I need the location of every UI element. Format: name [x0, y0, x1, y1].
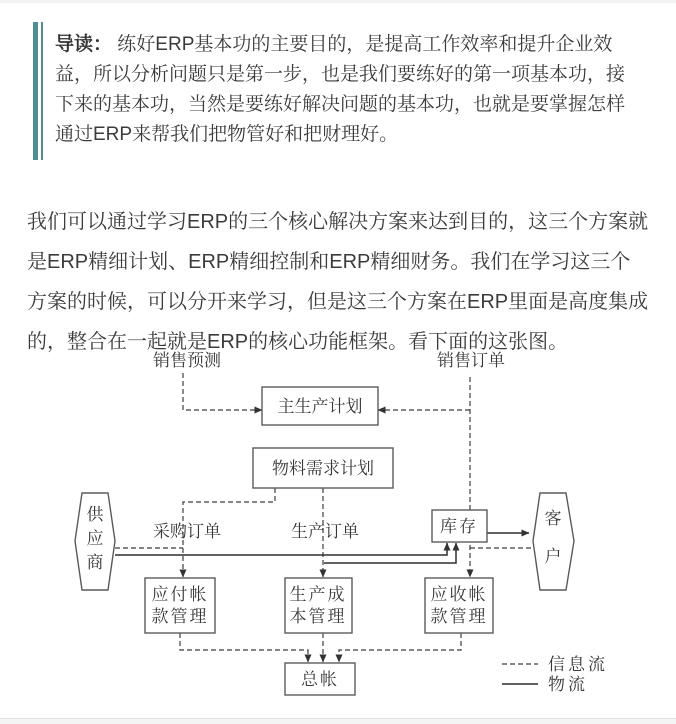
mrp-box-label: 物料需求计划 — [272, 459, 374, 478]
supplier-char-3: 商 — [86, 553, 104, 572]
sales-order-label: 销售订单 — [437, 351, 505, 370]
accounts-payable-label-line2: 款管理 — [151, 607, 209, 626]
supplier-char-2: 应 — [86, 529, 104, 548]
body-paragraph: 我们可以通过学习ERP的三个核心解决方案来达到目的，这三个方案就是ERP精细计划、ERP精细控制和ERP精细财务。我们在学习这三个方案的时候，可以分开来学习，但是这三个方案在ERP里面是高度集成的，整合在一起就是ERP的核心功能框架。看下面的这张图。 — [27, 211, 649, 353]
general-ledger-label: 总帐 — [301, 670, 339, 689]
solid-line-supplier-to-inventory — [115, 543, 447, 555]
production-cost-label-line1: 生产成 — [289, 585, 347, 604]
lead-label: 导读： — [55, 34, 113, 55]
dashed-line-sales-forecast-to-mps — [183, 373, 262, 410]
inventory-box-label: 库存 — [440, 517, 478, 536]
bottom-edge-strip — [0, 718, 676, 724]
accounts-payable-label-line1: 应付帐 — [151, 585, 209, 604]
accounts-receivable-label-line2: 款管理 — [430, 607, 488, 626]
mps-box-label: 主生产计划 — [277, 397, 363, 416]
lead-blockquote — [33, 22, 651, 160]
lead-blockquote-text — [41, 22, 651, 160]
top-edge-strip — [0, 0, 676, 3]
purchase-order-label: 采购订单 — [153, 522, 221, 541]
lead-text: 练好ERP基本功的主要目的，是提高工作效率和提升企业效益，所以分析问题只是第一步，也是我们要练好的第一项基本功，接下来的基本功，当然是要练好解决问题的基本功，也就是要掌握怎样通过ERP来帮我们把物管好和把财理好。 — [55, 34, 626, 145]
production-order-label: 生产订单 — [291, 522, 359, 541]
customer-hexagon — [533, 493, 574, 590]
customer-char-1: 客 — [544, 509, 562, 528]
supplier-char-1: 供 — [86, 505, 104, 524]
production-cost-label-line2: 本管理 — [289, 607, 347, 626]
accounts-receivable-label-line1: 应收帐 — [430, 585, 488, 604]
dashed-line-ap-to-gl — [180, 633, 308, 662]
dashed-line-ar-to-gl — [339, 633, 461, 662]
erp-flow-diagram — [0, 335, 676, 715]
solid-line-production-to-inventory — [324, 543, 456, 563]
legend-solid-label: 物流 — [548, 675, 588, 694]
sales-forecast-label: 销售预测 — [153, 351, 221, 370]
legend-dashed-label: 信息流 — [548, 655, 608, 674]
customer-char-2: 户 — [544, 547, 562, 566]
